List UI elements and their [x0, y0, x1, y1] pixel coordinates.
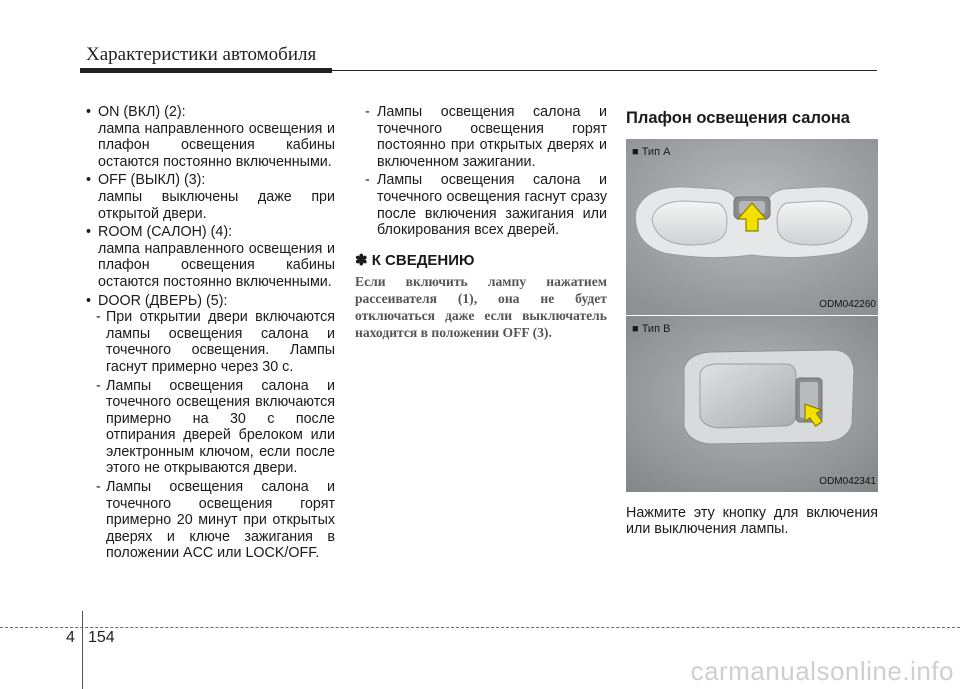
door-item: - При открытии двери включаются лампы освещения салона и точечного освещения. Лампы гаснут примерно через 30 с. [96, 309, 335, 375]
door-item: - Лампы освещения салона и точечного освещения гаснут сразу после включения зажигания или блокирования всех дверей. [365, 172, 607, 239]
bullet-on: • ON (ВКЛ) (2): [84, 104, 335, 121]
figure-b-label: ■ Тип B [632, 322, 671, 335]
door-item: - Лампы освещения салона и точечного освещения горят примерно 20 минут при открытых дверях и ключе зажигания в положении ACC или LOCK/OFF. [96, 479, 335, 562]
bullet-room-text: лампа направленного освещения и плафон освещения кабины остаются постоянно включенными. [98, 240, 335, 290]
page-number: 154 [88, 629, 115, 646]
figure-type-b [626, 316, 878, 492]
door-item: - Лампы освещения салона и точечного освещения включаются примерно на 30 с после отпирания дверей брелоком или электронным ключом, если после этого не открываются двери. [96, 377, 335, 477]
bullet-room: • ROOM (САЛОН) (4): [84, 224, 335, 241]
watermark: carmanualsonline.info [690, 656, 954, 686]
column-right [626, 104, 878, 538]
chapter-number: 4 [66, 629, 75, 646]
header-rule-thin [332, 70, 877, 71]
column-left [84, 104, 335, 564]
figure-caption: Нажмите эту кнопку для включения или выключения лампы. [626, 504, 878, 538]
info-title: ✽ К СВЕДЕНИЮ [355, 251, 475, 269]
footer-rule [0, 627, 960, 628]
bullet-off-text: лампы выключены даже при открытой двери. [98, 188, 335, 222]
section-title: Плафон освещения салона [626, 109, 850, 127]
footer-divider [82, 611, 83, 689]
figure-a-label: ■ Тип A [632, 145, 671, 158]
ceiling-lamp-type-b-photo [626, 316, 878, 492]
chapter-title: Характеристики автомобиля [86, 44, 317, 65]
info-body: Если включить лампу нажатием рассеивателя (1), она не будет отключаться даже если выключатель находится в положении OFF (3). [355, 274, 607, 341]
header-rule [80, 68, 332, 73]
figure-type-a [626, 139, 878, 315]
ceiling-lamp-type-a-photo [626, 139, 878, 315]
bullet-door: • DOOR (ДВЕРЬ) (5): [84, 293, 335, 310]
figure-a-code: ODM042260 [819, 299, 876, 310]
figure-b-code: ODM042341 [819, 476, 876, 487]
door-item: - Лампы освещения салона и точечного освещения горят постоянно при открытых дверях и включенном зажигании. [365, 104, 607, 170]
column-middle [355, 104, 607, 341]
bullet-off: • OFF (ВЫКЛ) (3): [84, 172, 335, 189]
bullet-on-text: лампа направленного освещения и плафон освещения кабины остаются постоянно включенными. [98, 120, 335, 170]
